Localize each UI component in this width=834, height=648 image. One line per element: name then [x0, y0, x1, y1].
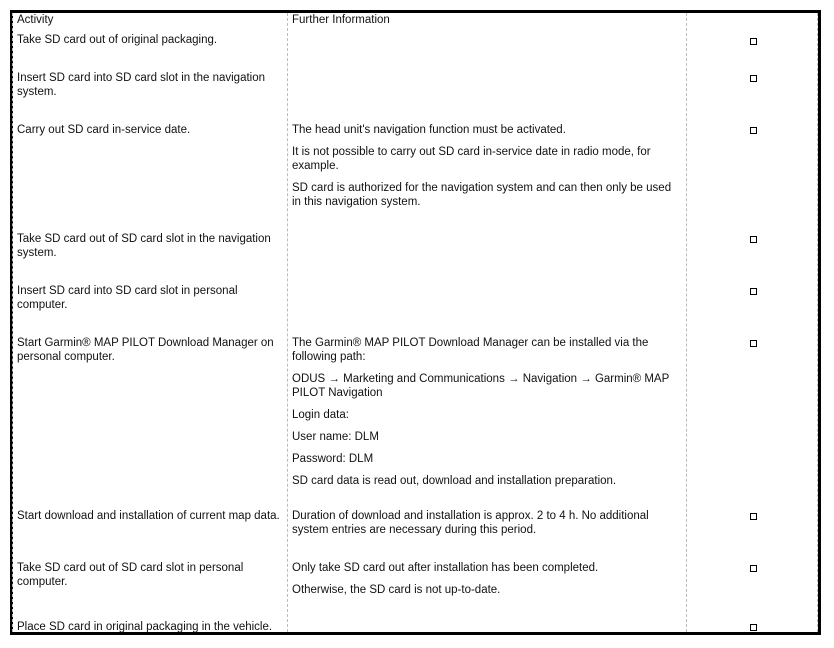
activity-cell: Take SD card out of SD card slot in personal computer.: [17, 562, 244, 588]
checkbox[interactable]: [750, 565, 757, 572]
info-paragraph: Otherwise, the SD card is not up-to-date.: [292, 584, 501, 596]
checkbox[interactable]: [750, 340, 757, 347]
info-paragraph: The head unit's navigation function must be activated.: [292, 124, 566, 136]
header-further-information: Further Information: [292, 14, 390, 26]
info-paragraph: The Garmin® MAP PILOT Download Manager can be installed via the following path:: [292, 337, 649, 363]
activity-cell: Place SD card in original packaging in the vehicle.: [17, 621, 273, 633]
info-cell: [292, 561, 677, 605]
column-divider: [817, 13, 818, 632]
activity-cell: Start Garmin® MAP PILOT Download Manager on personal computer.: [17, 337, 274, 363]
column-divider: [686, 13, 687, 632]
activity-cell: Carry out SD card in-service date.: [17, 124, 191, 136]
info-paragraph: Only take SD card out after installation has been completed.: [292, 562, 599, 574]
checkbox[interactable]: [750, 38, 757, 45]
activity-cell: Insert SD card into SD card slot in the navigation system.: [17, 72, 266, 98]
activity-cell: Take SD card out of original packaging.: [17, 34, 218, 46]
column-divider: [287, 13, 288, 632]
info-paragraph: Password: DLM: [292, 453, 374, 465]
checkbox[interactable]: [750, 288, 757, 295]
info-paragraph: SD card is authorized for the navigation system and can then only be used in this navigation system.: [292, 182, 672, 208]
checkbox[interactable]: [750, 236, 757, 243]
checkbox[interactable]: [750, 624, 757, 631]
checkbox[interactable]: [750, 127, 757, 134]
info-paragraph: SD card data is read out, download and installation preparation.: [292, 475, 617, 487]
header-activity: Activity: [17, 14, 54, 26]
info-paragraph: User name: DLM: [292, 431, 379, 443]
info-cell: [292, 509, 677, 545]
activity-cell: Take SD card out of SD card slot in the navigation system.: [17, 233, 271, 259]
column-divider: [12, 13, 13, 632]
info-paragraph: Login data:: [292, 409, 349, 421]
info-paragraph: Duration of download and installation is approx. 2 to 4 h. No additional system entries are necessary during this period.: [292, 510, 649, 536]
checkbox[interactable]: [750, 75, 757, 82]
info-cell: [292, 336, 677, 496]
checkbox[interactable]: [750, 513, 757, 520]
activity-cell: Start download and installation of current map data.: [17, 510, 280, 522]
activity-cell: Insert SD card into SD card slot in personal computer.: [17, 285, 238, 311]
info-paragraph: ODUS → Marketing and Communications → Navigation → Garmin® MAP PILOT Navigation: [292, 373, 670, 399]
info-paragraph: It is not possible to carry out SD card in-service date in radio mode, for example.: [292, 146, 651, 172]
info-cell: [292, 123, 677, 217]
